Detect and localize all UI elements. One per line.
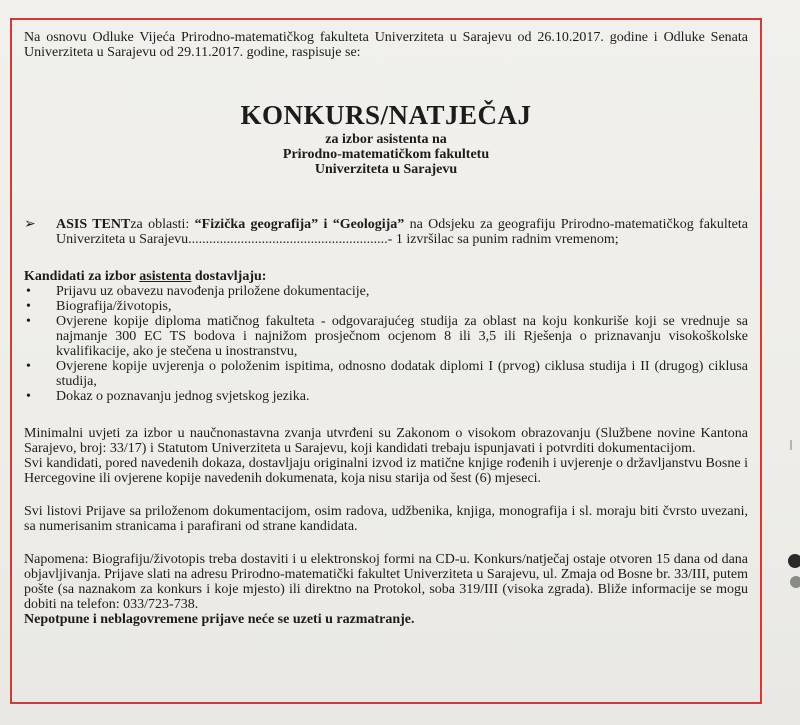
list-item xyxy=(24,359,748,389)
bullet-icon: • xyxy=(26,314,31,329)
list-item-text: Prijavu uz obavezu navođenja priložene dokumentacije, xyxy=(56,284,370,299)
list-item-text: Dokaz o poznavanju jednog svjetskog jezika. xyxy=(56,389,310,404)
list-item-text: Ovjerene kopije diploma matičnog fakulteta - odgovarajućeg studija za oblast na koju konkuriše koji se vrednuje sa najmanje 300 EC TS bodova i najnižom prosječnom ocjenom 8 ili 3,5 ili Rješenja o priznavanju visokoškolske kvalifikacije, ako je stečena u inostranstvu, xyxy=(56,314,748,359)
bullet-icon: • xyxy=(26,359,31,374)
bullet-icon: • xyxy=(26,299,31,314)
documents-list xyxy=(24,284,748,404)
list-item-text: Biografija/životopis, xyxy=(56,299,172,314)
binder-hole-icon xyxy=(790,576,800,588)
list-item-text: Ovjerene kopije uvjerenja o položenim ispitima, odnosno dodatak diplomi I (prvog) ciklusa studija i II (drugog) ciklusa studija, xyxy=(56,359,748,389)
position-role: ASIS TENT xyxy=(56,217,131,232)
page-mark xyxy=(790,440,792,450)
intro-paragraph: Na osnovu Odluke Vijeća Prirodno-matematičkog fakulteta Univerziteta u Sarajevu od 26.10.2017. godine i Odluke Senata Univerziteta u Sarajevu od 29.11.2017. godine, raspisuje se: xyxy=(24,30,748,60)
documents-heading-underlined: asistenta xyxy=(139,269,192,284)
announcement-subtitle xyxy=(24,132,748,177)
documents-heading-a: Kandidati za izbor xyxy=(24,269,140,284)
announcement-box xyxy=(10,18,762,704)
bullet-icon: • xyxy=(26,284,31,299)
final-notice: Nepotpune i neblagovremene prijave neće se uzeti u razmatranje. xyxy=(24,612,415,627)
subtitle-line: Univerziteta u Sarajevu xyxy=(314,162,458,177)
arrow-bullet-icon: ➢ xyxy=(24,217,36,232)
position-area: “Fizička geografija” i “Geologija” xyxy=(194,217,405,232)
binder-hole-icon xyxy=(788,554,800,568)
position-text-b: na Odsjeku za geografiju Prirodno-matematičkog fakulteta Univerziteta u Sarajevu.........................................................- 1 izvršilac sa punim radnim vremenom; xyxy=(56,217,749,247)
list-item xyxy=(24,284,748,299)
announcement-title: KONKURS/NATJEČAJ xyxy=(240,100,532,130)
list-item xyxy=(24,314,748,359)
list-item xyxy=(24,389,748,404)
minimal-requirements-paragraph: Minimalni uvjeti za izbor u naučnonastavna zvanja utvrđeni su Zakonom o visokom obrazovanju (Službene novine Kantona Sarajevo, broj: 33/17) i Statutom Univerziteta u Sarajevu, koji kandidati trebaju ispunjavati i potvrditi dokumentacijom. xyxy=(24,426,748,456)
documents-heading xyxy=(24,269,748,284)
documents-heading-b: dostavljaju: xyxy=(191,269,267,284)
subtitle-line: za izbor asistenta na xyxy=(325,132,447,147)
note-paragraph: Napomena: Biografiju/životopis treba dostaviti i u elektronskoj formi na CD-u. Konkurs/natječaj ostaje otvoren 15 dana od dana objavljivanja. Prijave slati na adresu Prirodno-matematički fakultet Univerziteta u Sarajevu, ul. Zmaja od Bosne br. 33/III, putem pošte (sa naznakom za konkurs i koje mjesto) ili direktno na Protokol, soba 319/III (visoka zgrada). Bliže informacije se mogu dobiti na telefon: 033/723-738. xyxy=(24,552,748,612)
position-text xyxy=(56,217,748,247)
candidates-paragraph: Svi kandidati, pored navedenih dokaza, dostavljaju originalni izvod iz matične knjige rođenih i uvjerenje o državljanstvu Bosne i Hercegovine ili ovjerene kopije navedenih dokumenata, koja nisu starija od šest (6) mjeseci. xyxy=(24,456,748,486)
position-entry xyxy=(24,217,748,247)
position-text-a: za oblasti: xyxy=(130,217,195,232)
subtitle-line: Prirodno-matematičkom fakultetu xyxy=(282,147,490,162)
list-item xyxy=(24,299,748,314)
bullet-icon: • xyxy=(26,389,31,404)
binding-paragraph: Svi listovi Prijave sa priloženom dokumentacijom, osim radova, udžbenika, knjiga, monografija i sl. moraju biti čvrsto uvezani, sa numerisanim stranicama i parafirani od strane kandidata. xyxy=(24,504,748,534)
